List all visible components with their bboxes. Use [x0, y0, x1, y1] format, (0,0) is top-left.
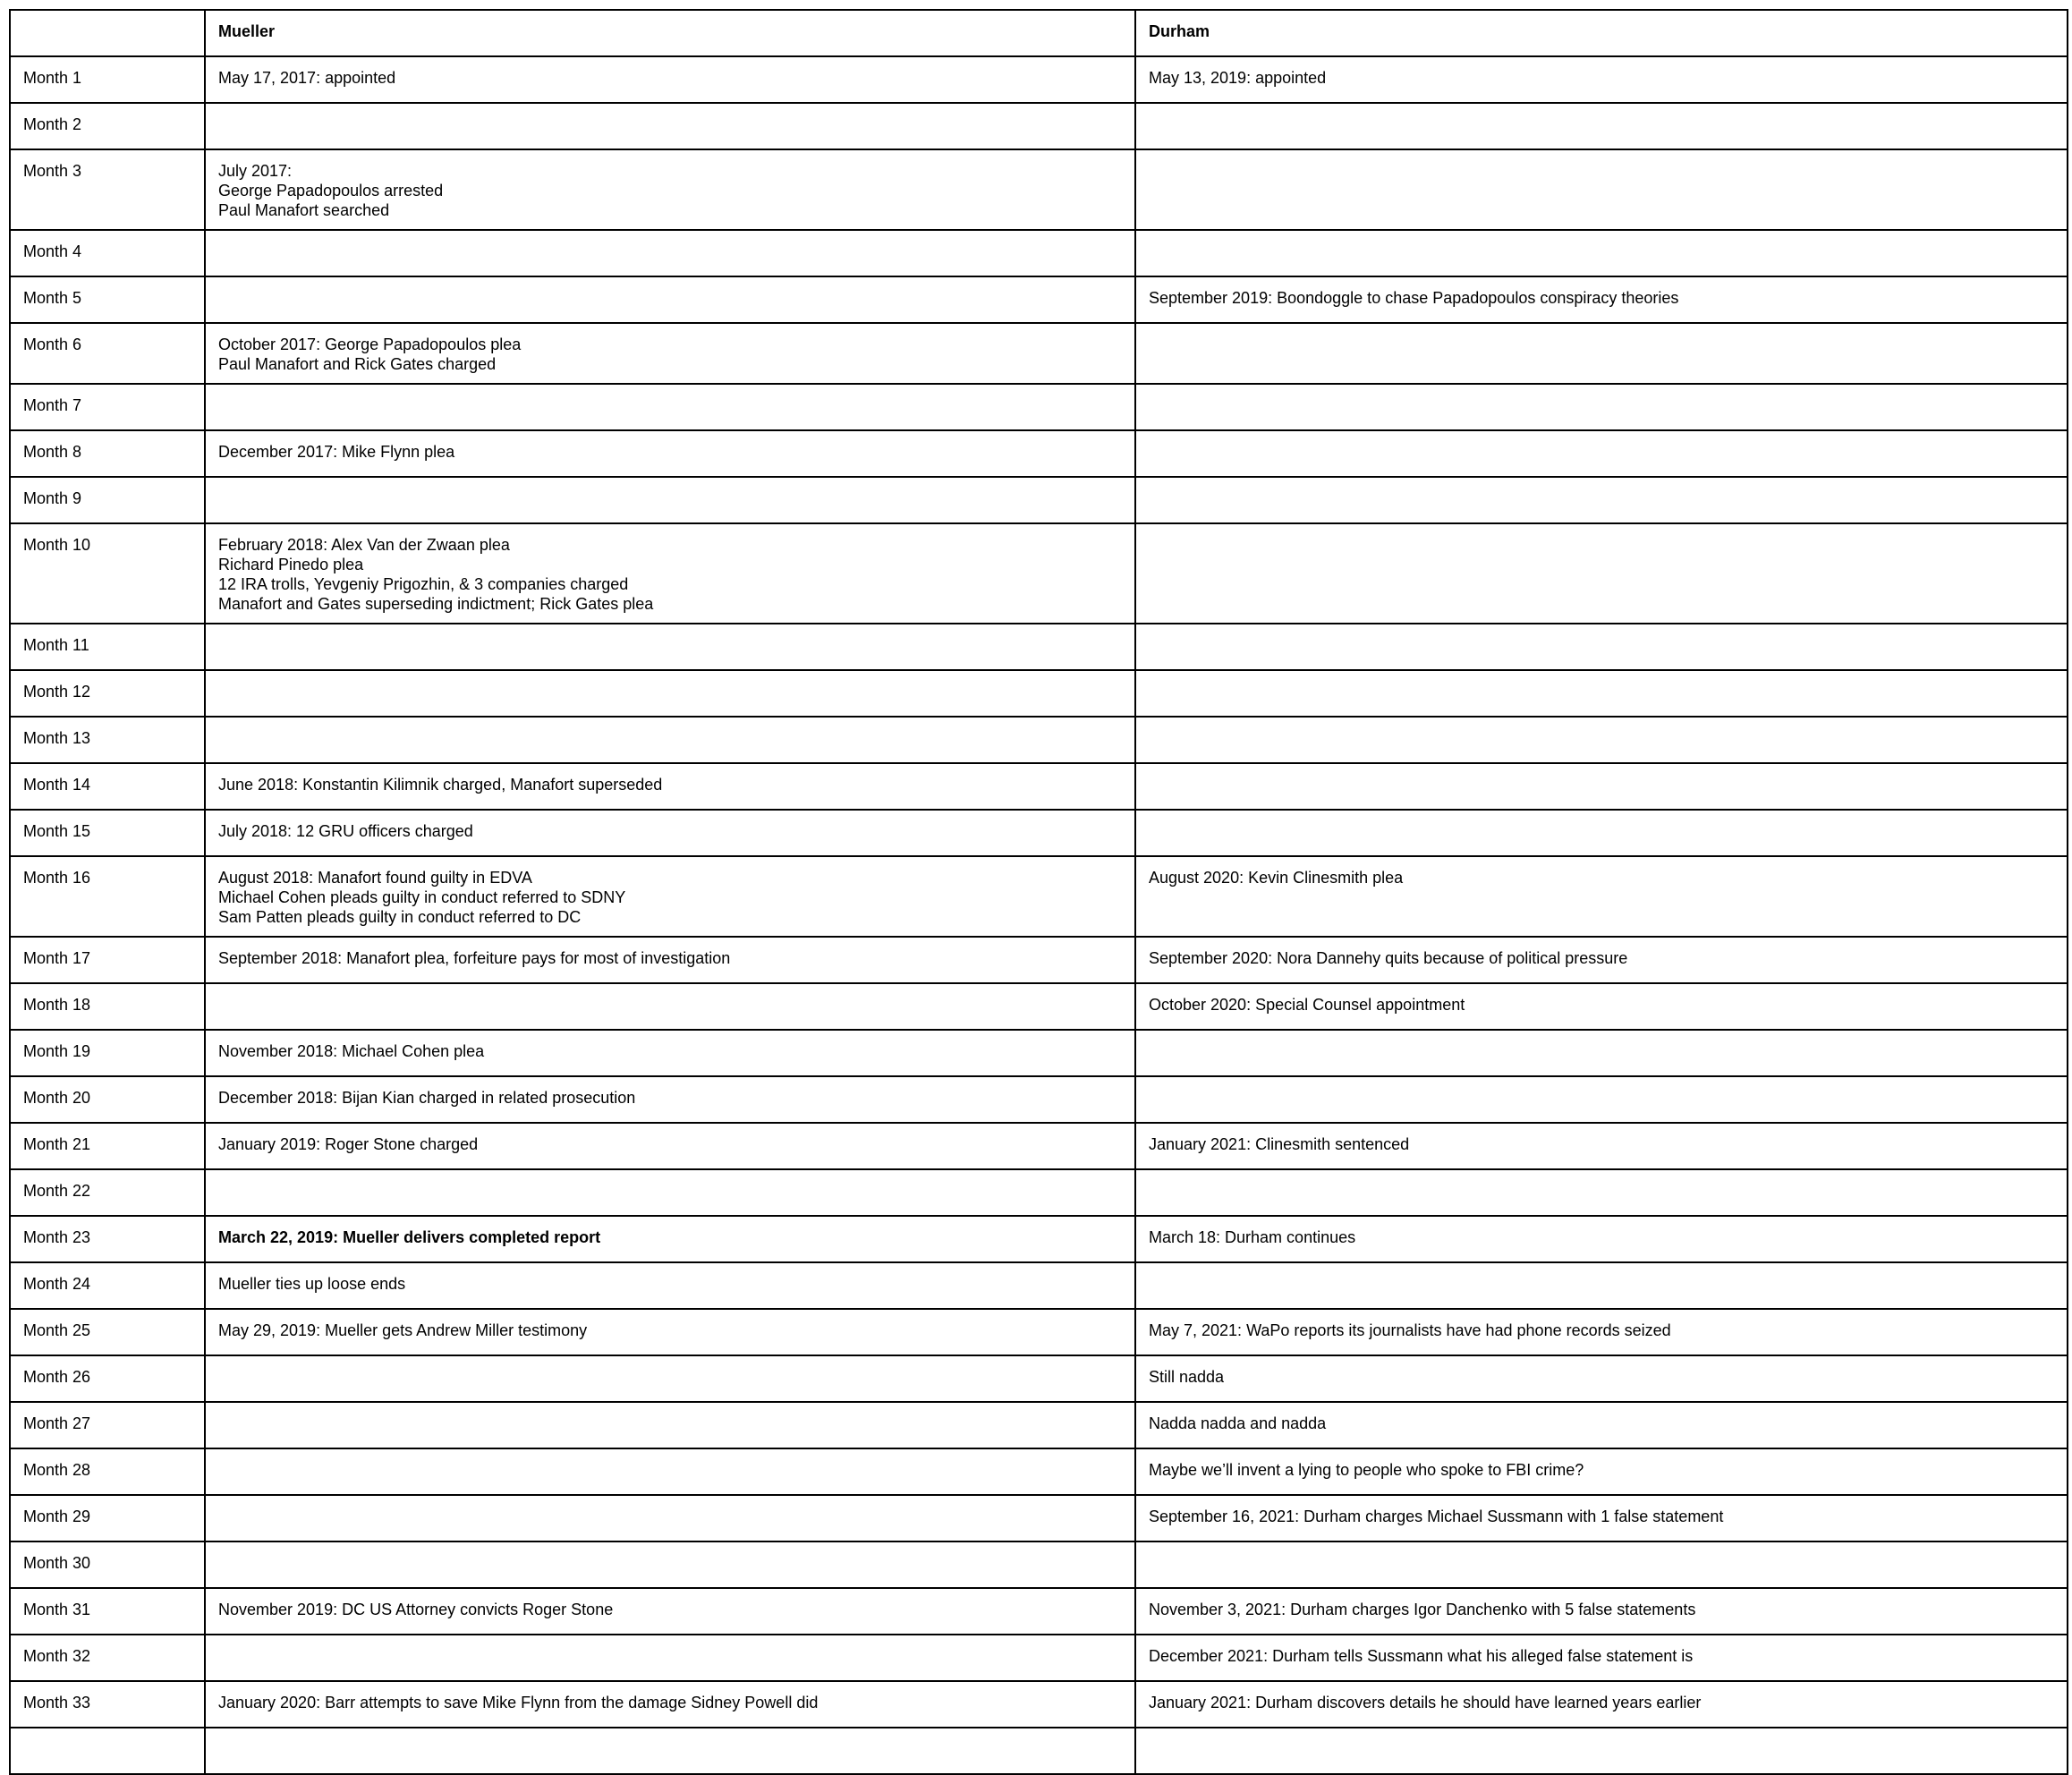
mueller-entry-line: January 2019: Roger Stone charged: [218, 1135, 479, 1153]
month-cell: Month 23: [10, 1216, 205, 1262]
table-row: [10, 856, 2068, 937]
mueller-entry-line: September 2018: Manafort plea, forfeiture pays for most of investigation: [218, 949, 731, 967]
month-cell: Month 3: [10, 149, 205, 230]
mueller-entry-line: November 2018: Michael Cohen plea: [218, 1042, 485, 1060]
month-cell: Month 6: [10, 323, 205, 384]
table-row: [10, 1262, 2068, 1309]
table-row: [10, 983, 2068, 1030]
durham-cell: [1135, 1309, 2068, 1355]
mueller-cell: [205, 523, 1135, 624]
table-row: [10, 763, 2068, 810]
month-cell: Month 10: [10, 523, 205, 624]
table-row: [10, 103, 2068, 149]
month-cell: Month 12: [10, 670, 205, 717]
month-cell: Month 21: [10, 1123, 205, 1169]
mueller-cell: [205, 1216, 1135, 1262]
month-cell: Month 5: [10, 276, 205, 323]
durham-entry-line: October 2020: Special Counsel appointment: [1149, 996, 1465, 1014]
durham-cell: [1135, 477, 2068, 523]
mueller-entry-line: November 2019: DC US Attorney convicts Roger Stone: [218, 1601, 614, 1618]
mueller-cell: [205, 230, 1135, 276]
table-row: [10, 1076, 2068, 1123]
mueller-entry-line: Paul Manafort searched: [218, 201, 390, 219]
mueller-cell: [205, 103, 1135, 149]
durham-cell: [1135, 384, 2068, 430]
mueller-cell: [205, 1448, 1135, 1495]
month-cell: Month 9: [10, 477, 205, 523]
mueller-cell: [205, 384, 1135, 430]
timeline-table: [9, 9, 2068, 1775]
mueller-entry-line: February 2018: Alex Van der Zwaan plea: [218, 536, 510, 554]
table-row: [10, 937, 2068, 983]
mueller-cell: [205, 1262, 1135, 1309]
durham-entry-line: December 2021: Durham tells Sussmann what his alleged false statement is: [1149, 1647, 1694, 1665]
mueller-cell: [205, 1588, 1135, 1635]
durham-cell: [1135, 1681, 2068, 1728]
month-cell: Month 1: [10, 56, 205, 103]
mueller-entry-line: August 2018: Manafort found guilty in EDVA: [218, 869, 532, 887]
durham-cell: [1135, 717, 2068, 763]
durham-entry-line: Nadda nadda and nadda: [1149, 1414, 1327, 1432]
mueller-entry-line: July 2018: 12 GRU officers charged: [218, 822, 473, 840]
durham-cell: [1135, 1495, 2068, 1541]
mueller-cell: [205, 763, 1135, 810]
durham-cell: [1135, 230, 2068, 276]
mueller-entry-line: December 2017: Mike Flynn plea: [218, 443, 455, 461]
durham-cell: [1135, 763, 2068, 810]
table-row: [10, 523, 2068, 624]
durham-entry-line: January 2021: Durham discovers details he should have learned years earlier: [1149, 1694, 1702, 1711]
mueller-cell: [205, 1541, 1135, 1588]
durham-entry-line: September 2019: Boondoggle to chase Papadopoulos conspiracy theories: [1149, 289, 1679, 307]
month-cell: Month 20: [10, 1076, 205, 1123]
mueller-entry-line: January 2020: Barr attempts to save Mike Flynn from the damage Sidney Powell did: [218, 1694, 819, 1711]
month-cell: Month 30: [10, 1541, 205, 1588]
month-cell: Month 16: [10, 856, 205, 937]
durham-cell: [1135, 670, 2068, 717]
table-row: [10, 477, 2068, 523]
mueller-cell: [205, 1169, 1135, 1216]
durham-entry-line: September 16, 2021: Durham charges Michael Sussmann with 1 false statement: [1149, 1507, 1724, 1525]
table-row: [10, 1030, 2068, 1076]
month-cell: Month 14: [10, 763, 205, 810]
mueller-cell: [205, 1728, 1135, 1774]
durham-cell: [1135, 1635, 2068, 1681]
mueller-entry-line: March 22, 2019: Mueller delivers completed report: [218, 1228, 601, 1246]
mueller-cell: [205, 1123, 1135, 1169]
mueller-cell: [205, 983, 1135, 1030]
table-row: [10, 624, 2068, 670]
durham-cell: [1135, 1030, 2068, 1076]
durham-entry-line: August 2020: Kevin Clinesmith plea: [1149, 869, 1404, 887]
month-cell: Month 32: [10, 1635, 205, 1681]
month-cell: Month 19: [10, 1030, 205, 1076]
durham-entry-line: November 3, 2021: Durham charges Igor Danchenko with 5 false statements: [1149, 1601, 1696, 1618]
mueller-entry-line: October 2017: George Papadopoulos plea: [218, 335, 522, 353]
durham-cell: [1135, 856, 2068, 937]
table-row: [10, 1635, 2068, 1681]
durham-entry-line: Still nadda: [1149, 1368, 1225, 1386]
month-cell: Month 8: [10, 430, 205, 477]
month-cell: Month 26: [10, 1355, 205, 1402]
header-row: [10, 10, 2068, 56]
month-cell: Month 17: [10, 937, 205, 983]
durham-cell: [1135, 1588, 2068, 1635]
month-cell: Month 24: [10, 1262, 205, 1309]
mueller-entry-line: Manafort and Gates superseding indictment; Rick Gates plea: [218, 595, 654, 613]
month-cell: Month 27: [10, 1402, 205, 1448]
durham-cell: [1135, 149, 2068, 230]
durham-cell: [1135, 430, 2068, 477]
month-cell: Month 22: [10, 1169, 205, 1216]
mueller-cell: [205, 430, 1135, 477]
month-cell: Month 28: [10, 1448, 205, 1495]
header-mueller: Mueller: [205, 10, 1135, 56]
durham-cell: [1135, 103, 2068, 149]
month-cell: Month 4: [10, 230, 205, 276]
mueller-cell: [205, 323, 1135, 384]
header-durham: Durham: [1135, 10, 2068, 56]
mueller-cell: [205, 1355, 1135, 1402]
mueller-cell: [205, 937, 1135, 983]
table-row: [10, 670, 2068, 717]
mueller-entry-line: June 2018: Konstantin Kilimnik charged, Manafort superseded: [218, 776, 663, 794]
mueller-entry-line: May 17, 2017: appointed: [218, 69, 396, 87]
durham-entry-line: March 18: Durham continues: [1149, 1228, 1356, 1246]
durham-cell: [1135, 1541, 2068, 1588]
durham-cell: [1135, 523, 2068, 624]
table-row: [10, 1588, 2068, 1635]
durham-cell: [1135, 983, 2068, 1030]
table-row: [10, 1541, 2068, 1588]
durham-cell: [1135, 56, 2068, 103]
durham-cell: [1135, 1355, 2068, 1402]
mueller-cell: [205, 1681, 1135, 1728]
header-month: [10, 10, 205, 56]
mueller-cell: [205, 1635, 1135, 1681]
mueller-cell: [205, 1402, 1135, 1448]
mueller-entry-line: Sam Patten pleads guilty in conduct referred to DC: [218, 908, 582, 926]
timeline-body: [10, 56, 2068, 1774]
mueller-cell: [205, 670, 1135, 717]
mueller-cell: [205, 856, 1135, 937]
month-cell: Month 15: [10, 810, 205, 856]
mueller-entry-line: July 2017:: [218, 162, 293, 180]
table-row: [10, 1123, 2068, 1169]
table-row: [10, 810, 2068, 856]
mueller-entry-line: 12 IRA trolls, Yevgeniy Prigozhin, & 3 companies charged: [218, 575, 629, 593]
table-row: [10, 384, 2068, 430]
durham-cell: [1135, 323, 2068, 384]
durham-entry-line: September 2020: Nora Dannehy quits because of political pressure: [1149, 949, 1628, 967]
durham-cell: [1135, 937, 2068, 983]
mueller-cell: [205, 276, 1135, 323]
durham-cell: [1135, 1448, 2068, 1495]
table-row: [10, 1681, 2068, 1728]
table-row: [10, 1495, 2068, 1541]
durham-cell: [1135, 810, 2068, 856]
table-row: [10, 1169, 2068, 1216]
table-row: [10, 1402, 2068, 1448]
mueller-cell: [205, 1309, 1135, 1355]
durham-entry-line: May 7, 2021: WaPo reports its journalists have had phone records seized: [1149, 1321, 1671, 1339]
mueller-entry-line: Michael Cohen pleads guilty in conduct referred to SDNY: [218, 888, 626, 906]
mueller-cell: [205, 624, 1135, 670]
month-cell: Month 13: [10, 717, 205, 763]
durham-cell: [1135, 1262, 2068, 1309]
mueller-entry-line: Mueller ties up loose ends: [218, 1275, 406, 1293]
mueller-entry-line: December 2018: Bijan Kian charged in related prosecution: [218, 1089, 636, 1107]
durham-cell: [1135, 1123, 2068, 1169]
mueller-cell: [205, 1076, 1135, 1123]
month-cell: Month 31: [10, 1588, 205, 1635]
month-cell: Month 18: [10, 983, 205, 1030]
mueller-cell: [205, 810, 1135, 856]
table-row: [10, 230, 2068, 276]
mueller-cell: [205, 149, 1135, 230]
table-row: [10, 1216, 2068, 1262]
month-cell: Month 11: [10, 624, 205, 670]
mueller-cell: [205, 1495, 1135, 1541]
mueller-entry-line: George Papadopoulos arrested: [218, 182, 444, 200]
table-row: [10, 276, 2068, 323]
mueller-entry-line: Paul Manafort and Rick Gates charged: [218, 355, 497, 373]
month-cell: Month 25: [10, 1309, 205, 1355]
durham-cell: [1135, 624, 2068, 670]
table-row: [10, 323, 2068, 384]
durham-cell: [1135, 1216, 2068, 1262]
table-row: [10, 1309, 2068, 1355]
table-row: [10, 1355, 2068, 1402]
table-row: [10, 430, 2068, 477]
durham-cell: [1135, 276, 2068, 323]
durham-cell: [1135, 1076, 2068, 1123]
mueller-cell: [205, 477, 1135, 523]
mueller-entry-line: Richard Pinedo plea: [218, 556, 364, 573]
month-cell: Month 29: [10, 1495, 205, 1541]
durham-cell: [1135, 1402, 2068, 1448]
durham-cell: [1135, 1169, 2068, 1216]
mueller-cell: [205, 56, 1135, 103]
table-row: [10, 149, 2068, 230]
durham-entry-line: May 13, 2019: appointed: [1149, 69, 1327, 87]
month-cell: [10, 1728, 205, 1774]
month-cell: Month 7: [10, 384, 205, 430]
durham-entry-line: Maybe we’ll invent a lying to people who spoke to FBI crime?: [1149, 1461, 1584, 1479]
table-row: [10, 717, 2068, 763]
mueller-cell: [205, 1030, 1135, 1076]
table-row: [10, 56, 2068, 103]
table-row: [10, 1448, 2068, 1495]
table-row: [10, 1728, 2068, 1774]
mueller-entry-line: May 29, 2019: Mueller gets Andrew Miller testimony: [218, 1321, 588, 1339]
month-cell: Month 33: [10, 1681, 205, 1728]
durham-entry-line: January 2021: Clinesmith sentenced: [1149, 1135, 1410, 1153]
durham-cell: [1135, 1728, 2068, 1774]
mueller-cell: [205, 717, 1135, 763]
month-cell: Month 2: [10, 103, 205, 149]
